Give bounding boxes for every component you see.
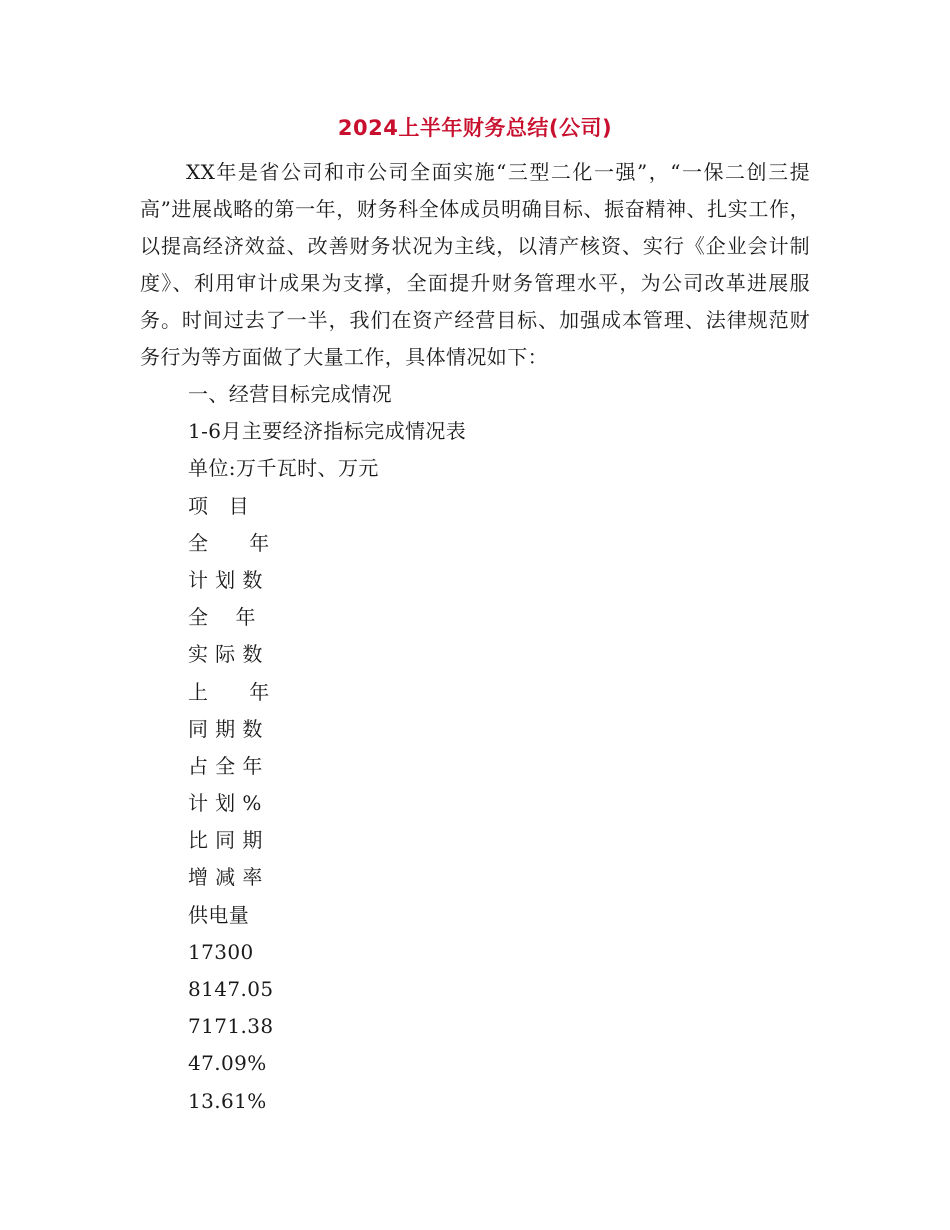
row-item-label: 供电量	[188, 902, 250, 927]
document-lines	[188, 376, 808, 1120]
header-cell-annual-actual-1: 全 年	[188, 605, 256, 630]
row-value-yoy: 13.61%	[188, 1088, 267, 1113]
intro-paragraph: XX年是省公司和市公司全面实施“三型二化一强”，“一保二创三提高”进展战略的第一年，财务科全体成员明确目标、振奋精神、扎实工作，以提高经济效益、改善财务状况为主线，以清产核资、实行《企业会计制度》、利用审计成果为支撑，全面提升财务管理水平，为公司改革进展服务。时间过去了一半，我们在资产经营目标、加强成本管理、法律规范财务行为等方面做了大量工作，具体情况如下：	[140, 160, 810, 369]
row-value-plan-pct: 47.09%	[188, 1051, 267, 1076]
header-cell-annual-plan-2: 计 划 数	[188, 567, 263, 592]
table-title: 1-6月主要经济指标完成情况表	[188, 419, 467, 444]
header-cell-annual-actual-2: 实 际 数	[188, 642, 263, 667]
header-cell-plan-pct-2: 计 划 %	[188, 791, 262, 816]
row-value-annual-plan: 17300	[188, 939, 254, 964]
section-heading: 一、经营目标完成情况	[188, 382, 392, 406]
unit-note: 单位:万千瓦时、万元	[188, 456, 379, 481]
header-cell-last-year-1: 上 年	[188, 679, 270, 704]
row-value-annual-actual: 8147.05	[188, 977, 274, 1001]
header-cell-plan-pct-1: 占 全 年	[188, 753, 263, 778]
header-cell-annual-plan-1: 全 年	[188, 530, 270, 555]
document-title: 2024上半年财务总结(公司)	[337, 116, 613, 140]
header-cell-yoy-2: 增 减 率	[188, 865, 263, 890]
header-cell-last-year-2: 同 期 数	[188, 716, 263, 741]
header-cell-item: 项 目	[188, 493, 250, 518]
header-cell-yoy-1: 比 同 期	[188, 828, 263, 853]
row-value-last-year: 7171.38	[188, 1014, 274, 1039]
